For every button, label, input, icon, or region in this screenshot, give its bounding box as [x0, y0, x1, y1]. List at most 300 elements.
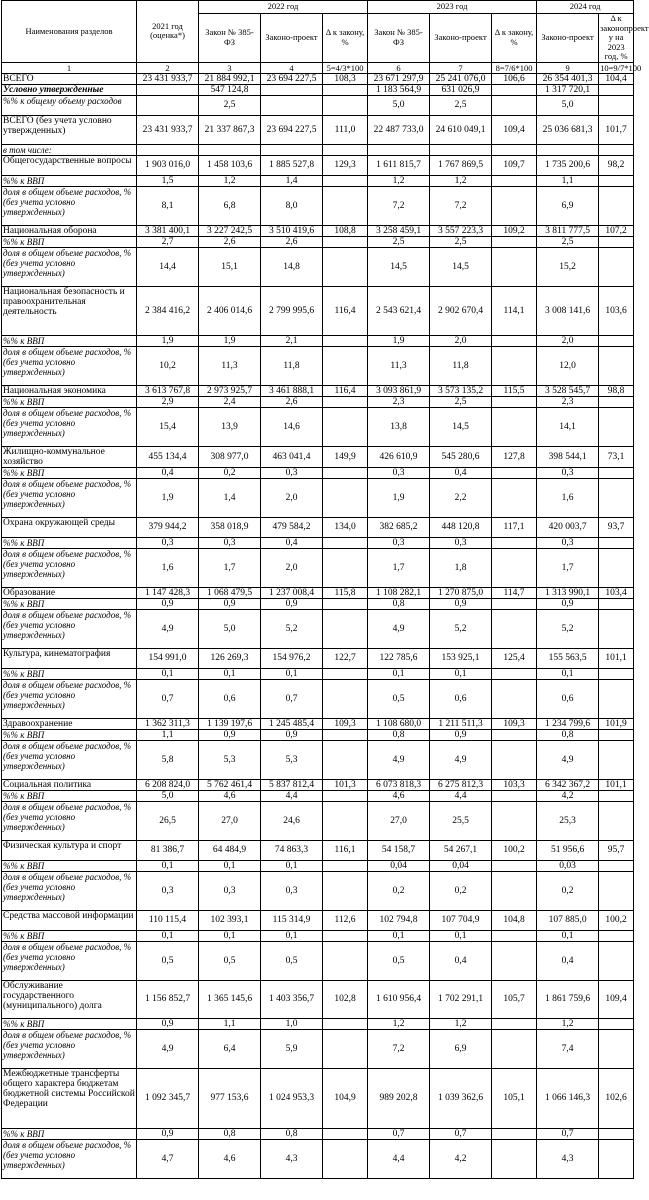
table-row: [2, 930, 634, 941]
table-row: [2, 910, 634, 930]
cell-col-8: [492, 740, 537, 779]
row-label: Национальная оборона: [2, 225, 137, 236]
cell-col-10: 98,2: [599, 155, 634, 175]
cell-col-9: 7,4: [537, 1029, 599, 1068]
cell-col-3: 0,9: [199, 729, 261, 740]
cell-col-9: 155 563,5: [537, 648, 599, 668]
cell-col-3: 5,0: [199, 609, 261, 648]
cell-col-3: 0,8: [199, 1128, 261, 1139]
cell-col-6: 0,3: [368, 467, 430, 478]
cell-col-4: 463 041,4: [261, 446, 323, 467]
cell-col-2: 0,9: [137, 598, 199, 609]
cell-col-6: 4,9: [368, 740, 430, 779]
table-row: [2, 155, 634, 175]
cell-col-9: 0,1: [537, 668, 599, 679]
cell-col-8: [492, 790, 537, 801]
row-label: доля в общем объеме расходов, % (без учета условно утвержденных): [2, 478, 137, 517]
table-row: [2, 517, 634, 537]
cell-col-4: 0,3: [261, 871, 323, 910]
cell-col-8: [492, 175, 537, 186]
cell-col-3: 1 458 103,6: [199, 155, 261, 175]
cell-col-8: 114,1: [492, 286, 537, 335]
cell-col-4: 1 885 527,8: [261, 155, 323, 175]
cell-col-4: 115 314,9: [261, 910, 323, 930]
cell-col-3: 358 018,9: [199, 517, 261, 537]
cell-col-10: [599, 801, 634, 840]
cell-col-5: [323, 679, 368, 718]
row-label: Средства массовой информации: [2, 910, 137, 930]
cell-col-7: 0,2: [430, 871, 492, 910]
cell-col-2: 0,3: [137, 537, 199, 548]
cell-col-9: 3 811 777,5: [537, 225, 599, 236]
cell-col-3: 1,4: [199, 478, 261, 517]
cell-col-9: 420 003,7: [537, 517, 599, 537]
table-row: [2, 84, 634, 95]
cell-col-10: [599, 1139, 634, 1178]
header-year-2024: 2024 год: [537, 1, 634, 14]
cell-col-3: 0,1: [199, 668, 261, 679]
cell-col-6: 7,2: [368, 186, 430, 225]
table-row: [2, 668, 634, 679]
cell-col-5: [323, 801, 368, 840]
cell-col-8: [492, 801, 537, 840]
cell-col-3: 977 153,6: [199, 1068, 261, 1128]
cell-col-3: 21 884 992,1: [199, 73, 261, 84]
cell-col-8: [492, 346, 537, 385]
cell-col-8: [492, 930, 537, 941]
cell-col-3: 1 365 145,6: [199, 980, 261, 1018]
cell-col-4: 2,1: [261, 335, 323, 346]
cell-col-10: [599, 860, 634, 871]
row-label: ВСЕГО: [2, 73, 137, 84]
cell-col-9: 3 008 141,6: [537, 286, 599, 335]
cell-col-2: 81 386,7: [137, 840, 199, 860]
column-number-3: 3: [199, 62, 261, 73]
cell-col-9: 1 317 720,1: [537, 84, 599, 95]
row-label: доля в общем объеме расходов, % (без учета условно утвержденных): [2, 941, 137, 980]
cell-col-7: 0,9: [430, 729, 492, 740]
cell-col-9: 25,3: [537, 801, 599, 840]
cell-col-7: 0,1: [430, 668, 492, 679]
row-label: %% к общему объему расходов: [2, 95, 137, 115]
cell-col-7: 3 573 135,2: [430, 385, 492, 396]
cell-col-4: 0,1: [261, 930, 323, 941]
cell-col-9: 1 735 200,6: [537, 155, 599, 175]
header-year-2022: 2022 год: [199, 1, 368, 14]
cell-col-4: 74 863,3: [261, 840, 323, 860]
cell-col-3: 2 973 925,7: [199, 385, 261, 396]
cell-col-8: [492, 860, 537, 871]
cell-col-2: 1 092 345,7: [137, 1068, 199, 1128]
cell-col-10: [599, 941, 634, 980]
cell-col-8: [492, 548, 537, 587]
cell-col-5: [323, 84, 368, 95]
cell-col-5: [323, 790, 368, 801]
cell-col-6: 0,8: [368, 598, 430, 609]
cell-col-10: [599, 790, 634, 801]
table-row: [2, 980, 634, 1018]
cell-col-6: 1,2: [368, 1018, 430, 1029]
cell-col-4: 3 461 888,1: [261, 385, 323, 396]
cell-col-4: 1 237 008,4: [261, 587, 323, 598]
cell-col-10: [599, 609, 634, 648]
cell-col-3: 3 227 242,5: [199, 225, 261, 236]
table-row: [2, 740, 634, 779]
cell-col-5: 111,0: [323, 115, 368, 144]
cell-col-7: 448 120,8: [430, 517, 492, 537]
cell-col-9: 3 528 545,7: [537, 385, 599, 396]
cell-col-6: 4,4: [368, 1139, 430, 1178]
cell-col-6: 4,6: [368, 790, 430, 801]
cell-col-5: 116,4: [323, 385, 368, 396]
cell-col-3: 2 406 014,6: [199, 286, 261, 335]
cell-col-10: 98,8: [599, 385, 634, 396]
cell-col-8: [492, 679, 537, 718]
cell-col-2: 3 613 767,8: [137, 385, 199, 396]
cell-col-10: [599, 236, 634, 247]
cell-col-9: 14,1: [537, 407, 599, 446]
row-label: %% к ВВП: [2, 396, 137, 407]
header-project-2024: Законо-проект: [537, 14, 599, 63]
cell-col-8: [492, 871, 537, 910]
cell-col-6: 1,9: [368, 335, 430, 346]
row-label: доля в общем объеме расходов, % (без учета условно утвержденных): [2, 740, 137, 779]
cell-col-6: 0,1: [368, 668, 430, 679]
cell-col-2: 0,1: [137, 860, 199, 871]
cell-col-7: 0,3: [430, 537, 492, 548]
cell-col-4: 0,9: [261, 729, 323, 740]
cell-col-7: 631 026,9: [430, 84, 492, 95]
cell-col-6: 1,9: [368, 478, 430, 517]
cell-col-7: 0,9: [430, 598, 492, 609]
cell-col-5: [323, 396, 368, 407]
cell-col-5: [323, 335, 368, 346]
table-row: [2, 467, 634, 478]
cell-col-9: 12,0: [537, 346, 599, 385]
table-body: [2, 73, 634, 1178]
cell-col-10: [599, 175, 634, 186]
cell-col-2: 0,1: [137, 668, 199, 679]
cell-col-7: 2,2: [430, 478, 492, 517]
cell-col-10: [599, 346, 634, 385]
cell-col-2: 4,9: [137, 609, 199, 648]
cell-col-2: 1,9: [137, 478, 199, 517]
cell-col-2: 0,1: [137, 930, 199, 941]
cell-col-10: [599, 247, 634, 286]
cell-col-5: 115,8: [323, 587, 368, 598]
cell-col-4: 479 584,2: [261, 517, 323, 537]
cell-col-4: 24,6: [261, 801, 323, 840]
table-row: [2, 790, 634, 801]
cell-col-4: 2,0: [261, 548, 323, 587]
cell-col-3: 6,4: [199, 1029, 261, 1068]
cell-col-5: [323, 548, 368, 587]
column-number-2: 2: [137, 62, 199, 73]
cell-col-3: 4,6: [199, 790, 261, 801]
cell-col-7: 2 902 670,4: [430, 286, 492, 335]
header-2021: 2021 год (оценка*): [137, 1, 199, 63]
cell-col-10: [599, 467, 634, 478]
cell-col-6: 13,8: [368, 407, 430, 446]
cell-col-2: 5,8: [137, 740, 199, 779]
cell-col-7: 1 767 869,5: [430, 155, 492, 175]
row-label: доля в общем объеме расходов, % (без учета условно утвержденных): [2, 407, 137, 446]
cell-col-10: [599, 95, 634, 115]
row-label: %% к ВВП: [2, 790, 137, 801]
cell-col-5: 116,4: [323, 286, 368, 335]
cell-col-4: 1,0: [261, 1018, 323, 1029]
table-row: [2, 587, 634, 598]
cell-col-7: 2,5: [430, 236, 492, 247]
table-row: [2, 548, 634, 587]
cell-col-8: 103,3: [492, 779, 537, 790]
cell-col-7: 3 557 223,3: [430, 225, 492, 236]
cell-col-7: 0,4: [430, 467, 492, 478]
cell-col-8: [492, 144, 537, 155]
cell-col-2: 1,5: [137, 175, 199, 186]
cell-col-6: 3 258 459,1: [368, 225, 430, 236]
cell-col-9: 1 313 990,1: [537, 587, 599, 598]
cell-col-7: 0,4: [430, 941, 492, 980]
cell-col-8: 109,7: [492, 155, 537, 175]
cell-col-9: 1 861 759,6: [537, 980, 599, 1018]
row-label: Культура, кинематография: [2, 648, 137, 668]
cell-col-9: 398 544,1: [537, 446, 599, 467]
cell-col-3: 1,2: [199, 175, 261, 186]
cell-col-3: 2,6: [199, 236, 261, 247]
cell-col-10: [599, 1018, 634, 1029]
cell-col-6: 27,0: [368, 801, 430, 840]
cell-col-4: 1 403 356,7: [261, 980, 323, 1018]
table-row: [2, 247, 634, 286]
cell-col-10: [599, 144, 634, 155]
cell-col-3: 5,3: [199, 740, 261, 779]
cell-col-3: 102 393,1: [199, 910, 261, 930]
cell-col-9: 6 342 367,2: [537, 779, 599, 790]
cell-col-3: 0,1: [199, 930, 261, 941]
cell-col-5: 101,3: [323, 779, 368, 790]
header-project-2023: Законо-проект: [430, 14, 492, 63]
cell-col-6: 382 685,2: [368, 517, 430, 537]
cell-col-8: [492, 1029, 537, 1068]
row-label: %% к ВВП: [2, 175, 137, 186]
table-row: [2, 115, 634, 144]
cell-col-7: 1 039 362,6: [430, 1068, 492, 1128]
cell-col-6: 0,5: [368, 679, 430, 718]
cell-col-3: 5 762 461,4: [199, 779, 261, 790]
row-label: Национальная экономика: [2, 385, 137, 396]
cell-col-2: 110 115,4: [137, 910, 199, 930]
cell-col-10: [599, 1029, 634, 1068]
cell-col-7: 25 241 076,0: [430, 73, 492, 84]
column-number-7: 7: [430, 62, 492, 73]
header-delta-2022: Δ к закону, %: [323, 14, 368, 63]
row-label: %% к ВВП: [2, 537, 137, 548]
cell-col-8: [492, 1139, 537, 1178]
row-label: доля в общем объеме расходов, % (без учета условно утвержденных): [2, 679, 137, 718]
cell-col-9: 2,3: [537, 396, 599, 407]
table-row: [2, 779, 634, 790]
table-row: [2, 598, 634, 609]
table-row: [2, 1029, 634, 1068]
row-label: доля в общем объеме расходов, % (без учета условно утвержденных): [2, 548, 137, 587]
cell-col-10: [599, 729, 634, 740]
cell-col-6: 54 158,7: [368, 840, 430, 860]
cell-col-8: [492, 396, 537, 407]
cell-col-9: 6,9: [537, 186, 599, 225]
table-row: [2, 396, 634, 407]
cell-col-7: 0,1: [430, 930, 492, 941]
table-row: [2, 1139, 634, 1178]
cell-col-5: [323, 236, 368, 247]
table-row: [2, 186, 634, 225]
cell-col-7: 1,2: [430, 175, 492, 186]
cell-col-8: 115,5: [492, 385, 537, 396]
cell-col-7: 4,4: [430, 790, 492, 801]
cell-col-2: 1,9: [137, 335, 199, 346]
cell-col-4: 0,1: [261, 668, 323, 679]
cell-col-6: 1 108 680,0: [368, 718, 430, 729]
cell-col-10: [599, 537, 634, 548]
cell-col-7: 1,2: [430, 1018, 492, 1029]
row-label: ВСЕГО (без учета условно утвержденных): [2, 115, 137, 144]
cell-col-4: 4,3: [261, 1139, 323, 1178]
table-row: [2, 385, 634, 396]
cell-col-2: 1 147 428,3: [137, 587, 199, 598]
cell-col-7: 25,5: [430, 801, 492, 840]
cell-col-4: 23 694 227,5: [261, 73, 323, 84]
cell-col-5: [323, 186, 368, 225]
cell-col-4: 0,3: [261, 467, 323, 478]
cell-col-8: [492, 729, 537, 740]
row-label: доля в общем объеме расходов, % (без учета условно утвержденных): [2, 346, 137, 385]
row-label: %% к ВВП: [2, 668, 137, 679]
cell-col-4: 4,4: [261, 790, 323, 801]
cell-col-10: [599, 679, 634, 718]
cell-col-3: 308 977,0: [199, 446, 261, 467]
cell-col-2: 0,9: [137, 1018, 199, 1029]
cell-col-9: 0,2: [537, 871, 599, 910]
cell-col-8: 114,7: [492, 587, 537, 598]
cell-col-6: 4,9: [368, 609, 430, 648]
cell-col-2: 0,7: [137, 679, 199, 718]
cell-col-2: 0,3: [137, 871, 199, 910]
cell-col-5: [323, 478, 368, 517]
cell-col-2: 154 991,0: [137, 648, 199, 668]
table-row: [2, 871, 634, 910]
cell-col-3: 1,9: [199, 335, 261, 346]
table-row: [2, 225, 634, 236]
cell-col-2: 6 208 824,0: [137, 779, 199, 790]
cell-col-10: [599, 1128, 634, 1139]
cell-col-2: 15,4: [137, 407, 199, 446]
table-row: [2, 446, 634, 467]
cell-col-7: 6 275 812,3: [430, 779, 492, 790]
cell-col-4: 2,6: [261, 396, 323, 407]
cell-col-10: 102,6: [599, 1068, 634, 1128]
table-row: [2, 537, 634, 548]
header-delta-2023: Δ к закону, %: [492, 14, 537, 63]
cell-col-4: 2,6: [261, 236, 323, 247]
column-number-9: 9: [537, 62, 599, 73]
cell-col-10: 104,4: [599, 73, 634, 84]
column-number-1: 1: [2, 62, 137, 73]
cell-col-7: 1 702 291,1: [430, 980, 492, 1018]
cell-col-5: [323, 871, 368, 910]
cell-col-6: 122 785,6: [368, 648, 430, 668]
cell-col-6: 0,5: [368, 941, 430, 980]
cell-col-4: 0,5: [261, 941, 323, 980]
cell-col-4: 1,4: [261, 175, 323, 186]
budget-table: [1, 0, 649, 1179]
cell-col-3: 0,2: [199, 467, 261, 478]
cell-col-4: 0,7: [261, 679, 323, 718]
cell-col-4: 0,1: [261, 860, 323, 871]
cell-col-2: [137, 95, 199, 115]
cell-col-8: 105,7: [492, 980, 537, 1018]
cell-col-5: [323, 668, 368, 679]
cell-col-5: [323, 1139, 368, 1178]
cell-col-5: 112,6: [323, 910, 368, 930]
cell-col-7: 14,5: [430, 407, 492, 446]
cell-col-9: 2,5: [537, 236, 599, 247]
table-row: [2, 840, 634, 860]
cell-col-10: [599, 740, 634, 779]
cell-col-7: 2,5: [430, 396, 492, 407]
table-row: [2, 73, 634, 84]
table-row: [2, 801, 634, 840]
cell-col-6: [368, 144, 430, 155]
cell-col-4: 0,4: [261, 537, 323, 548]
cell-col-5: [323, 144, 368, 155]
table-row: [2, 478, 634, 517]
row-label: Охрана окружающей среды: [2, 517, 137, 537]
row-label: Образование: [2, 587, 137, 598]
cell-col-9: [537, 144, 599, 155]
cell-col-9: 0,6: [537, 679, 599, 718]
cell-col-10: [599, 396, 634, 407]
cell-col-6: 2 543 621,4: [368, 286, 430, 335]
cell-col-5: 108,8: [323, 225, 368, 236]
table-row: [2, 144, 634, 155]
row-label: в том числе:: [2, 144, 137, 155]
cell-col-6: 23 671 297,9: [368, 73, 430, 84]
row-label: доля в общем объеме расходов, % (без учета условно утвержденных): [2, 186, 137, 225]
cell-col-6: 0,3: [368, 537, 430, 548]
column-number-8: 8=7/6*100: [492, 62, 537, 73]
cell-col-9: 107 885,0: [537, 910, 599, 930]
cell-col-5: 149,9: [323, 446, 368, 467]
cell-col-7: 107 704,9: [430, 910, 492, 930]
cell-col-8: [492, 941, 537, 980]
row-label: Жилищно-коммунальное хозяйство: [2, 446, 137, 467]
cell-col-3: 64 484,9: [199, 840, 261, 860]
row-label: Здравоохранение: [2, 718, 137, 729]
cell-col-7: 2,0: [430, 335, 492, 346]
cell-col-5: 102,8: [323, 980, 368, 1018]
cell-col-3: 27,0: [199, 801, 261, 840]
cell-col-9: 15,2: [537, 247, 599, 286]
cell-col-5: [323, 598, 368, 609]
cell-col-5: [323, 941, 368, 980]
cell-col-10: [599, 668, 634, 679]
cell-col-4: [261, 144, 323, 155]
cell-col-8: [492, 537, 537, 548]
cell-col-6: 7,2: [368, 1029, 430, 1068]
cell-col-8: 117,1: [492, 517, 537, 537]
cell-col-2: 379 944,2: [137, 517, 199, 537]
cell-col-9: 0,1: [537, 930, 599, 941]
